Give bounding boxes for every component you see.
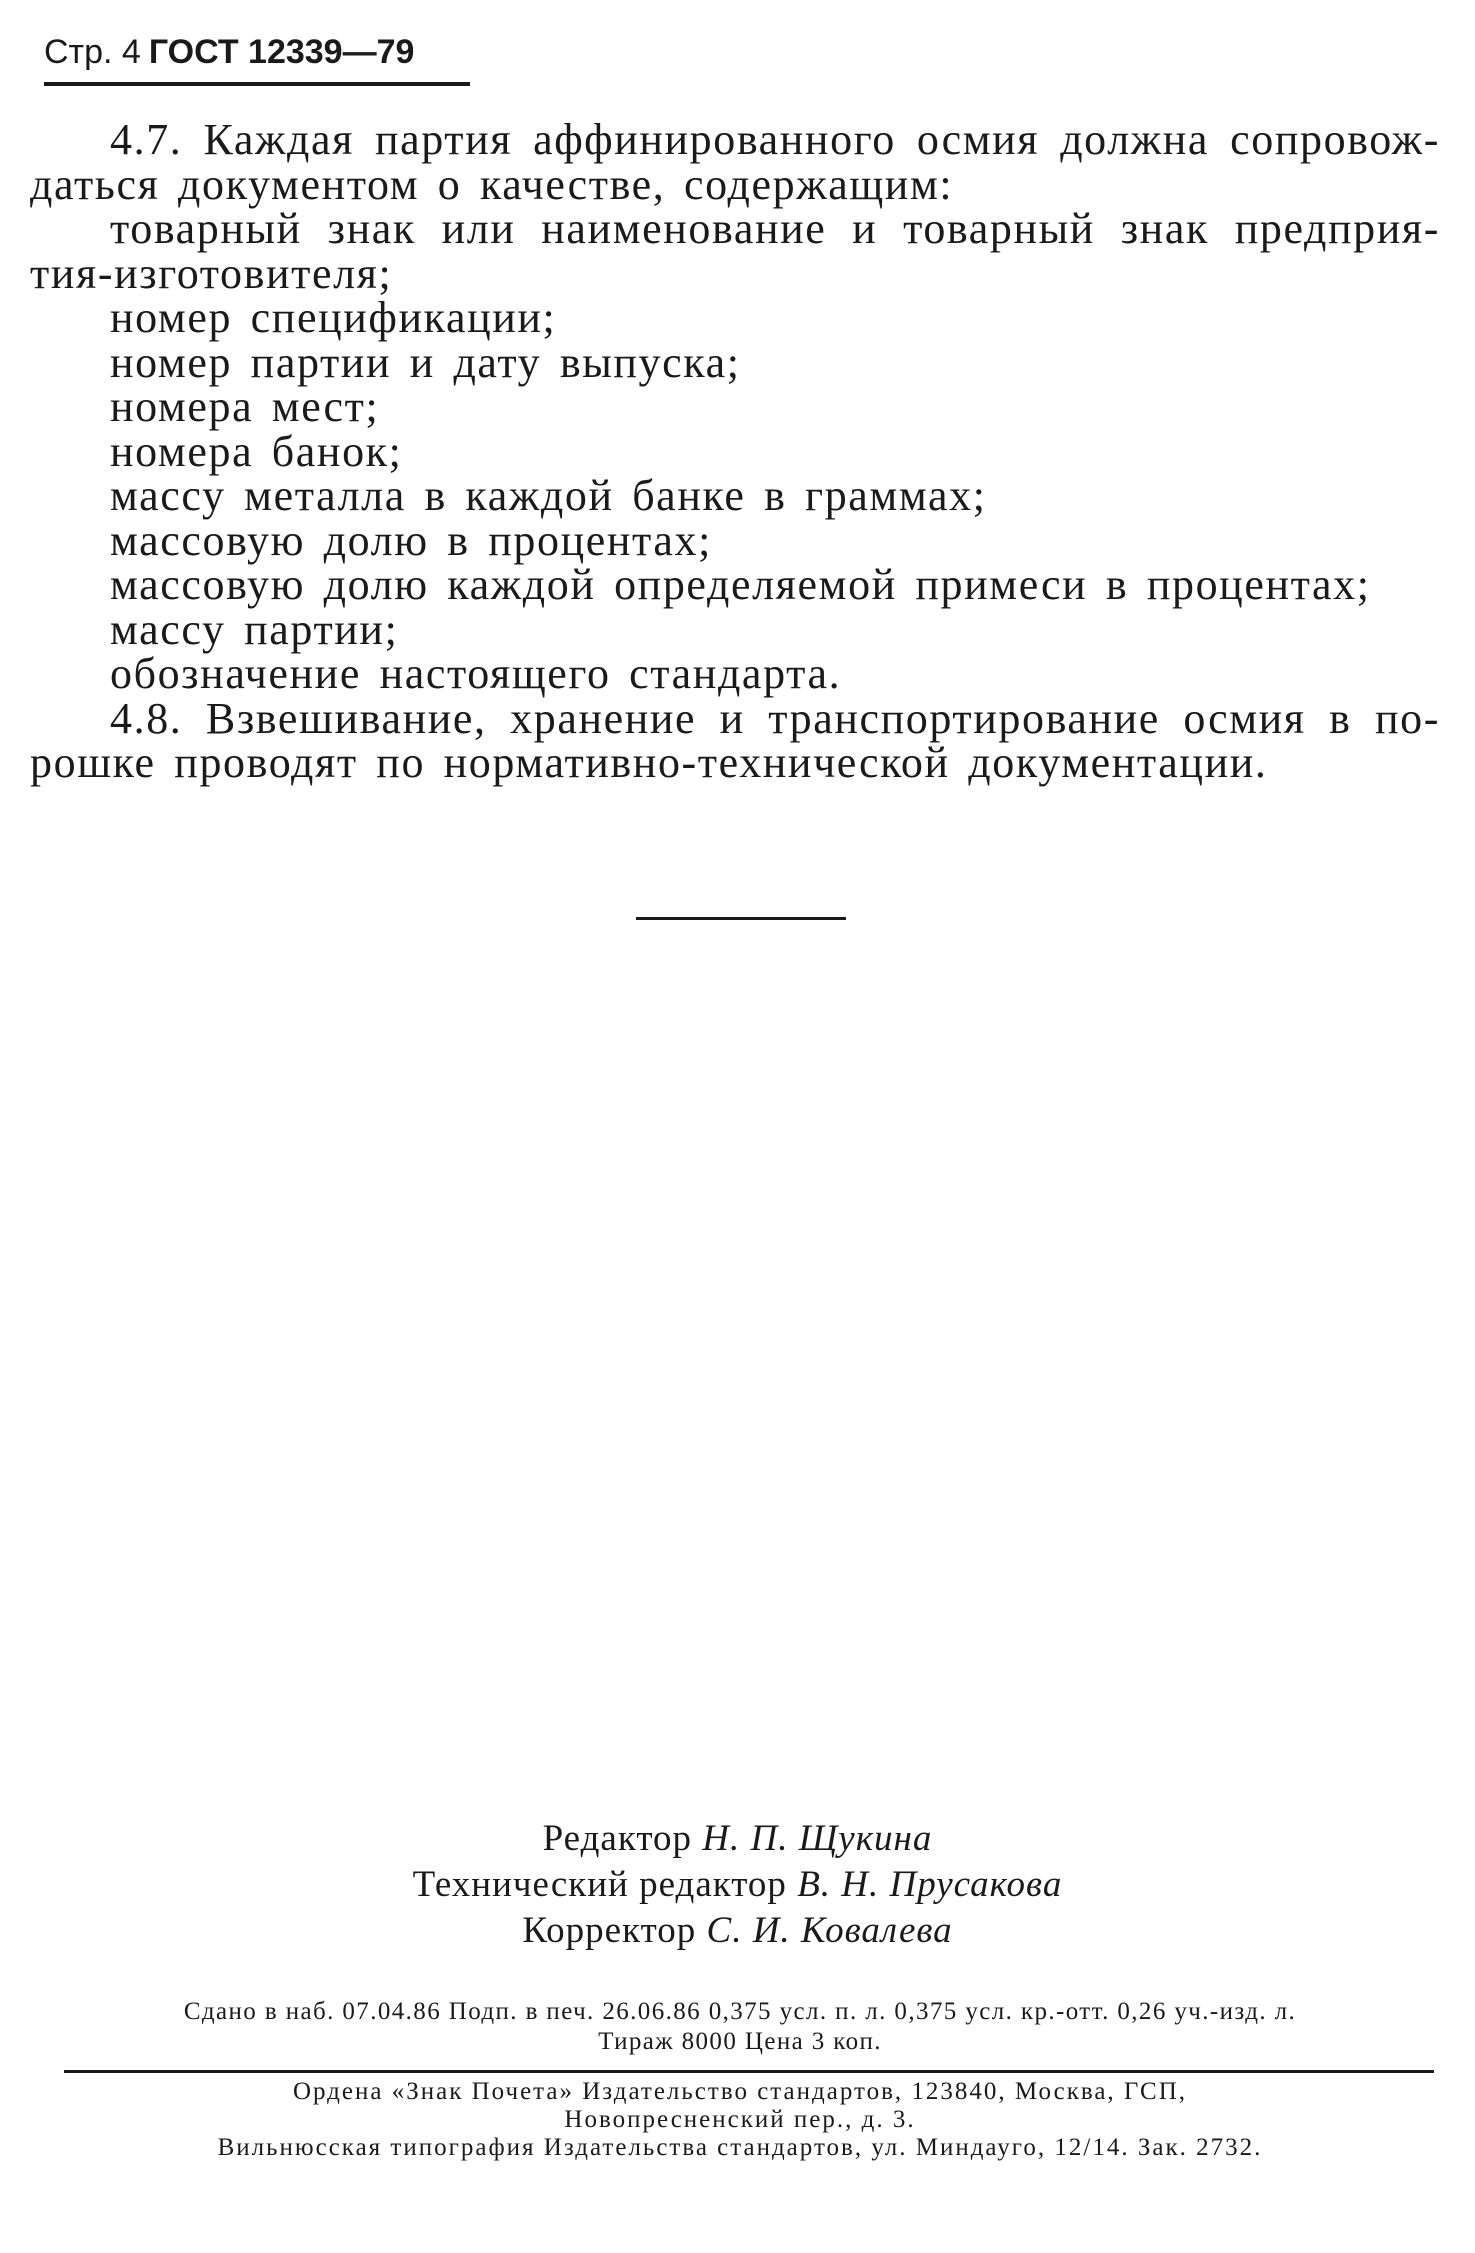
list-item: номер спецификации; bbox=[110, 293, 557, 342]
list-item: массовую долю каждой определяемой примеси в процентах; bbox=[110, 560, 1371, 609]
print-dates: Сдано в наб. 07.04.86 Подп. в печ. 26.06.86 0,375 усл. п. л. 0,375 усл. кр.-отт. 0,26 уч.-изд. л. bbox=[183, 1998, 1297, 2025]
printing-house: Вильнюсская типография Издательства стандартов, ул. Миндауго, 12/14. Зак. 2732. bbox=[217, 2134, 1263, 2161]
list-item: товарный знак или наименование и товарный знак предприя- bbox=[110, 204, 1440, 253]
list-item: обозначение настоящего стандарта. bbox=[110, 649, 842, 698]
section-divider bbox=[636, 917, 846, 920]
list-item: номер партии и дату выпуска; bbox=[110, 337, 741, 387]
tech-editor-line bbox=[0, 1862, 1475, 1908]
clause-4-7-line: 4.7. Каждая партия аффинированного осмия должна сопровож- bbox=[110, 115, 1440, 164]
list-item: массу партии; bbox=[110, 604, 399, 654]
clause-4-7-line: даться документом о качестве, содержащим: bbox=[30, 159, 954, 209]
header-rule bbox=[44, 82, 470, 86]
list-item: массу металла в каждой банке в граммах; bbox=[110, 471, 987, 520]
corrector-line bbox=[0, 1908, 1475, 1954]
list-item: тия-изготовителя; bbox=[30, 248, 393, 298]
main-text bbox=[30, 115, 1440, 787]
page-header bbox=[44, 30, 470, 74]
publisher-info bbox=[50, 2078, 1430, 2162]
editor-line bbox=[0, 1816, 1475, 1862]
print-info bbox=[50, 1997, 1430, 2057]
corrector-name: С. И. Ковалева bbox=[706, 1910, 953, 1951]
clause-4-8-line: рошке проводят по нормативно-технической документации. bbox=[30, 738, 1268, 787]
page-number: Стр. 4 bbox=[44, 33, 141, 71]
editorial-staff bbox=[0, 1816, 1475, 1954]
publisher-name: Ордена «Знак Почета» Издательство стандартов, 123840, Москва, ГСП, bbox=[292, 2078, 1188, 2105]
list-item: массовую долю в процентах; bbox=[110, 515, 712, 565]
editor-name: Н. П. Щукина bbox=[702, 1818, 933, 1859]
editor-role: Редактор bbox=[542, 1818, 693, 1859]
footer-rule bbox=[64, 2070, 1434, 2073]
clause-4-8-line: 4.8. Взвешивание, хранение и транспортирование осмия в по- bbox=[110, 693, 1440, 743]
corrector-role: Корректор bbox=[522, 1910, 697, 1951]
publisher-address: Новопресненский пер., д. 3. bbox=[564, 2106, 916, 2133]
standard-designation: ГОСТ 12339—79 bbox=[148, 33, 415, 71]
tech-editor-role: Технический редактор bbox=[412, 1864, 787, 1905]
list-item: номера мест; bbox=[110, 382, 380, 431]
tech-editor-name: В. Н. Прусакова bbox=[797, 1864, 1063, 1905]
print-run: Тираж 8000 Цена 3 коп. bbox=[598, 2028, 882, 2055]
list-item: номера банок; bbox=[110, 426, 403, 476]
